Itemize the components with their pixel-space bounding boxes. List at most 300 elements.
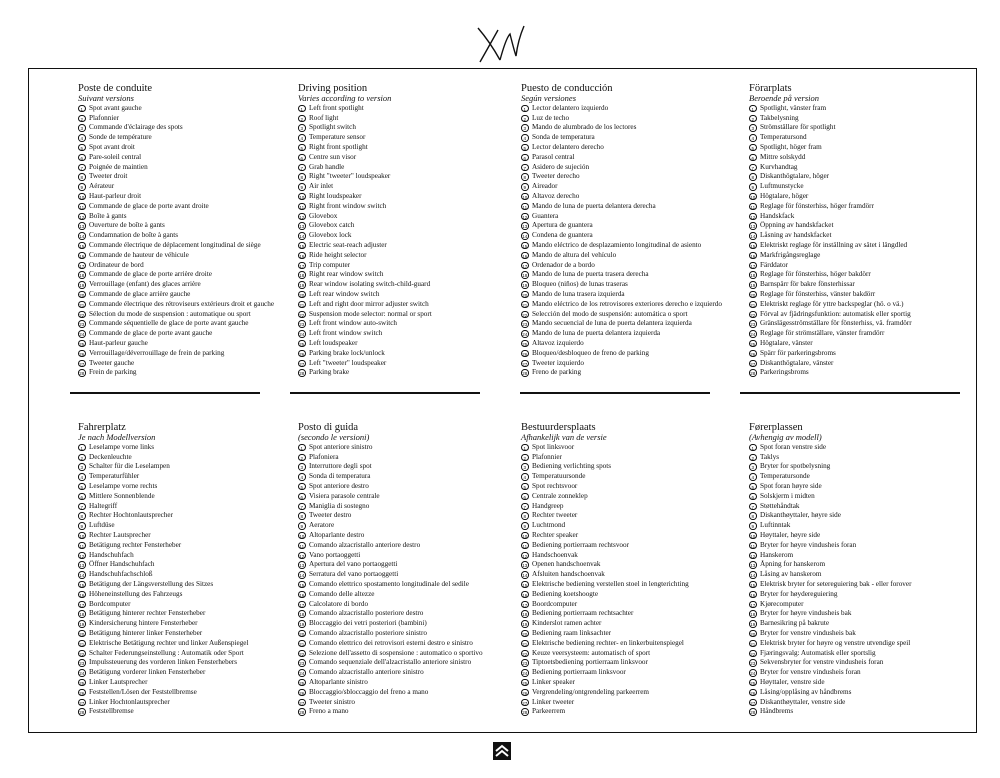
list-item xyxy=(78,658,303,668)
item-number-icon: 15 xyxy=(750,243,756,249)
item-label: Linker tweeter xyxy=(532,697,575,706)
item-label: Aireador xyxy=(532,182,558,191)
item-label: Haltegriff xyxy=(89,501,118,510)
list-item xyxy=(298,359,523,369)
list-item xyxy=(298,541,523,551)
item-number-icon: 13 xyxy=(79,563,85,569)
item-number-icon: 6 xyxy=(749,493,757,501)
item-number-icon: 27 xyxy=(522,700,528,706)
item-number-icon: 16 xyxy=(79,592,85,598)
item-label: Låsing/opplåsing av håndbrems xyxy=(760,687,852,696)
item-number-icon: 19 xyxy=(79,283,85,289)
item-label: Spot avant gauche xyxy=(89,103,142,112)
item-label: Barnspärr för bakre fönsterhissar xyxy=(760,280,855,289)
item-number-icon: 9 xyxy=(521,522,529,530)
list-item xyxy=(78,368,303,378)
list-item xyxy=(298,570,523,580)
item-label: Spotlight, höger fram xyxy=(760,142,822,151)
item-number-icon: 8 xyxy=(521,512,529,520)
section-3 xyxy=(749,83,974,378)
item-number-icon: 24 xyxy=(299,332,305,338)
item-label: Comando alzacristallo posteriore sinistro xyxy=(309,628,427,637)
item-number-icon: 17 xyxy=(522,602,528,608)
list-item xyxy=(521,590,746,600)
item-number-icon: 3 xyxy=(749,124,757,132)
list-item xyxy=(521,349,746,359)
item-number-icon: 27 xyxy=(79,361,85,367)
list-item xyxy=(78,104,303,114)
item-number-icon: 16 xyxy=(522,253,528,259)
item-number-icon: 20 xyxy=(750,631,756,637)
item-label: Temperatursonde xyxy=(760,472,810,481)
item-label: Rechter Hochtonlautsprecher xyxy=(89,511,174,520)
item-label: Verrouillage/déverrouillage de frein de parking xyxy=(89,348,225,357)
item-label: Kjørecomputer xyxy=(760,599,804,608)
item-number-icon: 14 xyxy=(299,573,305,579)
item-number-icon: 25 xyxy=(79,680,85,686)
item-label: Selezione dell'assetto di sospensione : automatico o sportivo xyxy=(309,648,483,657)
list-item xyxy=(749,104,974,114)
item-list xyxy=(298,104,523,378)
item-number-icon: 4 xyxy=(298,473,306,481)
item-label: Comando alzacristallo anteriore sinistro xyxy=(309,668,424,677)
section-title: Fahrerplatz xyxy=(78,422,126,433)
item-label: Håndbrems xyxy=(760,707,794,716)
list-item xyxy=(78,133,303,143)
item-number-icon: 7 xyxy=(78,164,86,172)
item-label: Kinderslot ramen achter xyxy=(532,619,602,628)
item-label: Høyttaler, høyre side xyxy=(760,530,821,539)
item-label: Comando elettrico spostamento longitudinale del sedile xyxy=(309,579,469,588)
item-number-icon: 12 xyxy=(522,214,528,220)
item-number-icon: 21 xyxy=(79,641,85,647)
list-item xyxy=(78,511,303,521)
list-item xyxy=(298,629,523,639)
item-label: Rechter speaker xyxy=(532,530,579,539)
item-number-icon: 4 xyxy=(521,134,529,142)
item-label: Linker Hochtonlautsprecher xyxy=(89,697,170,706)
list-item xyxy=(298,502,523,512)
item-label: Afsluiten handschoenvak xyxy=(532,570,605,579)
item-label: Bloccaggio dei vetri posteriori (bambini) xyxy=(309,619,427,628)
list-item xyxy=(78,300,279,310)
list-item xyxy=(521,368,746,378)
list-item xyxy=(521,462,746,472)
item-number-icon: 27 xyxy=(299,361,305,367)
item-number-icon: 7 xyxy=(521,503,529,511)
item-label: Verrouillage (enfant) des glaces arrière xyxy=(89,280,201,289)
list-item xyxy=(298,114,523,124)
item-label: Commande de glace de porte avant droite xyxy=(89,201,209,210)
item-label: Haut-parleur gauche xyxy=(89,338,148,347)
list-item xyxy=(521,182,746,192)
item-number-icon: 28 xyxy=(522,371,528,377)
item-number-icon: 26 xyxy=(750,690,756,696)
divider-mid-left xyxy=(290,392,480,394)
item-label: Commande séquentielle de glace de porte avant gauche xyxy=(89,319,249,328)
item-number-icon: 22 xyxy=(750,312,756,318)
item-label: Maniglia di sostegno xyxy=(309,501,370,510)
section-subtitle: Según versiones xyxy=(521,93,577,103)
item-number-icon: 8 xyxy=(749,512,757,520)
item-number-icon: 14 xyxy=(79,573,85,579)
citroen-chevron-icon xyxy=(493,742,511,760)
item-number-icon: 17 xyxy=(299,263,305,269)
item-number-icon: 2 xyxy=(78,115,86,123)
item-label: Glovebox xyxy=(309,211,338,220)
item-label: Fjæringsvalg: Automatisk eller sportslig xyxy=(760,648,876,657)
item-number-icon: 9 xyxy=(521,183,529,191)
item-label: Bryter for spotbelysning xyxy=(760,462,831,471)
list-item xyxy=(749,123,974,133)
list-item xyxy=(521,300,746,310)
item-label: Vergrendeling/ontgrendeling parkeerrem xyxy=(532,687,650,696)
item-number-icon: 18 xyxy=(79,273,85,279)
list-item xyxy=(521,104,746,114)
item-label: Elektrische bediening rechter- en linkerbuitenspiegel xyxy=(532,638,684,647)
item-label: Sélection du mode de suspension : automatique ou sport xyxy=(89,309,251,318)
item-label: Støttehåndtak xyxy=(760,501,800,510)
list-item xyxy=(78,619,303,629)
item-label: Comando sequenziale dell'alzacristallo anteriore sinistro xyxy=(309,658,472,667)
list-item xyxy=(298,590,523,600)
item-label: Kindersicherung hintere Fensterheber xyxy=(89,619,198,628)
list-item xyxy=(749,270,974,280)
list-item xyxy=(78,172,303,182)
list-item xyxy=(298,221,523,231)
list-item xyxy=(298,163,523,173)
item-label: Frein de parking xyxy=(89,368,137,377)
item-label: Mando secuencial de luna de puerta delantera izquierda xyxy=(532,319,692,328)
list-item xyxy=(521,502,746,512)
section-subtitle: Afhankelijk van de versie xyxy=(521,432,607,442)
list-item xyxy=(521,649,746,659)
divider-left xyxy=(70,392,260,394)
item-number-icon: 12 xyxy=(750,553,756,559)
list-item xyxy=(78,453,303,463)
item-number-icon: 14 xyxy=(79,234,85,240)
item-number-icon: 22 xyxy=(79,312,85,318)
item-number-icon: 26 xyxy=(79,351,85,357)
item-label: Linker speaker xyxy=(532,677,575,686)
item-number-icon: 22 xyxy=(79,651,85,657)
item-label: Betätigung vorderer linken Fensterheber xyxy=(89,668,206,677)
item-label: Parasol central xyxy=(532,152,575,161)
section-2 xyxy=(521,83,746,378)
item-number-icon: 10 xyxy=(79,194,85,200)
item-label: Selección del modo de suspensión: automática o sport xyxy=(532,309,688,318)
list-item xyxy=(78,192,303,202)
item-label: Right "tweeter" loudspeaker xyxy=(309,172,391,181)
list-item xyxy=(298,300,523,310)
item-label: Parkeringsbroms xyxy=(760,368,809,377)
item-number-icon: 2 xyxy=(749,115,757,123)
list-item xyxy=(521,172,746,182)
item-label: Left "tweeter" loudspeaker xyxy=(309,358,387,367)
item-label: Left front window switch xyxy=(309,329,383,338)
item-number-icon: 11 xyxy=(750,204,756,210)
list-item xyxy=(78,698,303,708)
list-item xyxy=(78,649,303,659)
item-label: Parking brake xyxy=(309,368,350,377)
item-number-icon: 26 xyxy=(299,690,305,696)
item-number-icon: 19 xyxy=(522,283,528,289)
item-number-icon: 10 xyxy=(522,194,528,200)
item-number-icon: 1 xyxy=(298,105,306,113)
list-item xyxy=(78,570,303,580)
list-item xyxy=(298,639,523,649)
item-number-icon: 24 xyxy=(79,671,85,677)
item-label: Feststellen/Lösen der Feststellbremse xyxy=(89,687,197,696)
item-label: Handschuhfach xyxy=(89,550,134,559)
list-item xyxy=(298,290,523,300)
item-label: Åpning for hanskerom xyxy=(760,560,826,569)
item-number-icon: 8 xyxy=(298,512,306,520)
item-number-icon: 23 xyxy=(299,661,305,667)
section-title: Puesto de conducción xyxy=(521,83,613,94)
item-label: Betätigung der Längsverstellung des Sitzes xyxy=(89,579,214,588)
item-label: Comando alzacristallo anteriore destro xyxy=(309,540,421,549)
list-item xyxy=(78,143,303,153)
item-number-icon: 23 xyxy=(299,322,305,328)
item-label: Commande de glace arrière gauche xyxy=(89,289,191,298)
item-number-icon: 3 xyxy=(521,124,529,132)
list-item xyxy=(78,359,303,369)
list-item xyxy=(298,609,523,619)
list-item xyxy=(298,329,523,339)
item-label: Grab handle xyxy=(309,162,345,171)
item-number-icon: 24 xyxy=(299,671,305,677)
item-label: Commande électrique des rétroviseurs extérieurs droit et gauche xyxy=(89,299,275,308)
section-subtitle: (Avhengig av modell) xyxy=(749,432,822,442)
section-title: Förarplats xyxy=(749,83,792,94)
item-label: Left rear window switch xyxy=(309,289,380,298)
list-item xyxy=(298,133,523,143)
item-label: Tweeter droit xyxy=(89,172,128,181)
item-number-icon: 11 xyxy=(750,543,756,549)
list-item xyxy=(749,251,974,261)
item-number-icon: 3 xyxy=(749,463,757,471)
item-number-icon: 13 xyxy=(750,224,756,230)
list-item xyxy=(78,261,303,271)
item-number-icon: 23 xyxy=(522,322,528,328)
item-number-icon: 4 xyxy=(521,473,529,481)
item-label: Visiera parasole centrale xyxy=(309,491,380,500)
item-number-icon: 15 xyxy=(750,582,756,588)
list-item xyxy=(749,688,974,698)
item-label: Condamnation de boîte à gants xyxy=(89,231,179,240)
list-item xyxy=(298,551,523,561)
list-item xyxy=(749,133,974,143)
list-item xyxy=(78,270,303,280)
item-number-icon: 26 xyxy=(522,690,528,696)
list-item xyxy=(298,349,523,359)
item-label: Rechter Lautsprecher xyxy=(89,530,151,539)
list-item xyxy=(521,192,746,202)
list-item xyxy=(749,590,974,600)
item-number-icon: 24 xyxy=(522,671,528,677)
item-number-icon: 22 xyxy=(750,651,756,657)
item-label: Kurvhandtag xyxy=(760,162,798,171)
item-label: Diskanthøyttaler, venstre side xyxy=(760,697,846,706)
list-item xyxy=(521,143,746,153)
list-item xyxy=(78,472,303,482)
list-item xyxy=(749,658,974,668)
item-number-icon: 9 xyxy=(749,522,757,530)
item-number-icon: 18 xyxy=(299,612,305,618)
list-item xyxy=(78,609,303,619)
item-number-icon: 10 xyxy=(79,533,85,539)
item-label: Spot rechtsvoor xyxy=(532,481,578,490)
list-item xyxy=(78,212,303,222)
list-item xyxy=(521,629,746,639)
list-item xyxy=(298,698,523,708)
item-number-icon: 2 xyxy=(78,454,86,462)
list-item xyxy=(521,202,746,212)
list-item xyxy=(298,123,523,133)
item-label: Left loudspeaker xyxy=(309,338,358,347)
item-number-icon: 5 xyxy=(298,483,306,491)
item-number-icon: 7 xyxy=(749,503,757,511)
list-item xyxy=(749,678,974,688)
list-item xyxy=(749,319,974,329)
item-label: Mittlere Sonnenblende xyxy=(89,491,155,500)
item-number-icon: 20 xyxy=(750,292,756,298)
item-label: Rear window isolating switch-child-guard xyxy=(309,280,431,289)
item-number-icon: 18 xyxy=(79,612,85,618)
list-item xyxy=(78,339,303,349)
item-label: Låsning av handskfacket xyxy=(760,231,832,240)
item-number-icon: 17 xyxy=(750,263,756,269)
list-item xyxy=(78,541,303,551)
list-item xyxy=(749,221,974,231)
item-label: Luftdüse xyxy=(89,521,115,530)
item-number-icon: 2 xyxy=(749,454,757,462)
list-item xyxy=(78,678,303,688)
item-label: Luz de techo xyxy=(532,113,570,122)
list-item xyxy=(521,472,746,482)
item-label: Färddator xyxy=(760,260,788,269)
item-label: Commande de hauteur de véhicule xyxy=(89,250,189,259)
list-item xyxy=(521,570,746,580)
item-number-icon: 9 xyxy=(78,522,86,530)
item-label: Left and right door mirror adjuster switch xyxy=(309,299,429,308)
list-item xyxy=(521,153,746,163)
item-label: Apertura de guantera xyxy=(532,221,593,230)
item-number-icon: 11 xyxy=(299,204,305,210)
item-label: Barnesikring på bakrute xyxy=(760,619,830,628)
section-6 xyxy=(521,422,746,717)
item-label: Impulssteuerung des vorderen linken Fensterhebers xyxy=(89,658,238,667)
list-item xyxy=(78,590,303,600)
list-item xyxy=(749,192,974,202)
item-label: Comando elettrico dei retrovisori esterni destro e sinistro xyxy=(309,638,473,647)
item-label: Luftinntak xyxy=(760,521,791,530)
list-item xyxy=(749,153,974,163)
list-item xyxy=(78,551,303,561)
item-label: Bryter for høyre vindusheis foran xyxy=(760,540,857,549)
list-item xyxy=(521,280,746,290)
list-item xyxy=(298,261,523,271)
item-label: Parkeerrem xyxy=(532,707,566,716)
list-item xyxy=(521,560,746,570)
list-item xyxy=(298,511,523,521)
list-item xyxy=(749,707,974,717)
item-label: Mittre solskydd xyxy=(760,152,806,161)
item-number-icon: 4 xyxy=(298,134,306,142)
item-number-icon: 13 xyxy=(522,224,528,230)
item-number-icon: 3 xyxy=(298,124,306,132)
item-number-icon: 14 xyxy=(522,573,528,579)
list-item xyxy=(749,143,974,153)
item-number-icon: 7 xyxy=(298,503,306,511)
item-label: Right front window switch xyxy=(309,201,387,210)
list-item xyxy=(78,231,303,241)
list-item xyxy=(521,678,746,688)
list-item xyxy=(298,153,523,163)
item-label: Bloqueo/desbloqueo de freno de parking xyxy=(532,348,649,357)
list-item xyxy=(298,678,523,688)
item-label: Elektrische bediening verstellen stoel in lengterichting xyxy=(532,579,689,588)
item-label: Lector delantero derecho xyxy=(532,142,604,151)
item-number-icon: 27 xyxy=(750,361,756,367)
item-number-icon: 3 xyxy=(298,463,306,471)
item-label: Leselampe vorne rechts xyxy=(89,481,158,490)
item-label: Förval av fjädringsfunktion: automatisk eller sportig xyxy=(760,309,911,318)
item-label: Asidero de sujeción xyxy=(532,162,590,171)
item-number-icon: 13 xyxy=(299,224,305,230)
item-number-icon: 10 xyxy=(299,194,305,200)
item-number-icon: 16 xyxy=(299,592,305,598)
item-number-icon: 23 xyxy=(79,661,85,667)
item-label: Luftmunstycke xyxy=(760,182,804,191)
item-number-icon: 28 xyxy=(79,371,85,377)
list-item xyxy=(78,639,303,649)
item-label: Glovebox catch xyxy=(309,221,355,230)
item-label: Calcolatore di bordo xyxy=(309,599,369,608)
item-number-icon: 16 xyxy=(750,253,756,259)
item-label: Låsing av hanskerom xyxy=(760,570,822,579)
item-label: Spot foran høyre side xyxy=(760,481,822,490)
list-item xyxy=(521,241,746,251)
item-number-icon: 7 xyxy=(749,164,757,172)
list-item xyxy=(749,570,974,580)
list-item xyxy=(521,639,746,649)
list-item xyxy=(749,329,974,339)
item-number-icon: 11 xyxy=(522,204,528,210)
item-number-icon: 11 xyxy=(522,543,528,549)
item-label: Takbelysning xyxy=(760,113,799,122)
item-list xyxy=(749,443,974,717)
list-item xyxy=(298,482,523,492)
list-item xyxy=(521,531,746,541)
item-label: Left front window auto-switch xyxy=(309,319,398,328)
item-label: Poignée de maintien xyxy=(89,162,148,171)
item-label: Öppning av handskfacket xyxy=(760,221,834,230)
item-label: Roof light xyxy=(309,113,339,122)
item-label: Lector delantero izquierdo xyxy=(532,103,609,112)
item-number-icon: 17 xyxy=(79,602,85,608)
list-item xyxy=(78,707,303,717)
item-number-icon: 11 xyxy=(79,204,85,210)
item-number-icon: 12 xyxy=(299,553,305,559)
item-number-icon: 6 xyxy=(749,154,757,162)
item-label: Diskanthögtalare, höger xyxy=(760,172,830,181)
item-label: Ordinateur de bord xyxy=(89,260,144,269)
item-number-icon: 18 xyxy=(522,273,528,279)
item-label: Plafoniera xyxy=(309,452,339,461)
item-number-icon: 26 xyxy=(522,351,528,357)
